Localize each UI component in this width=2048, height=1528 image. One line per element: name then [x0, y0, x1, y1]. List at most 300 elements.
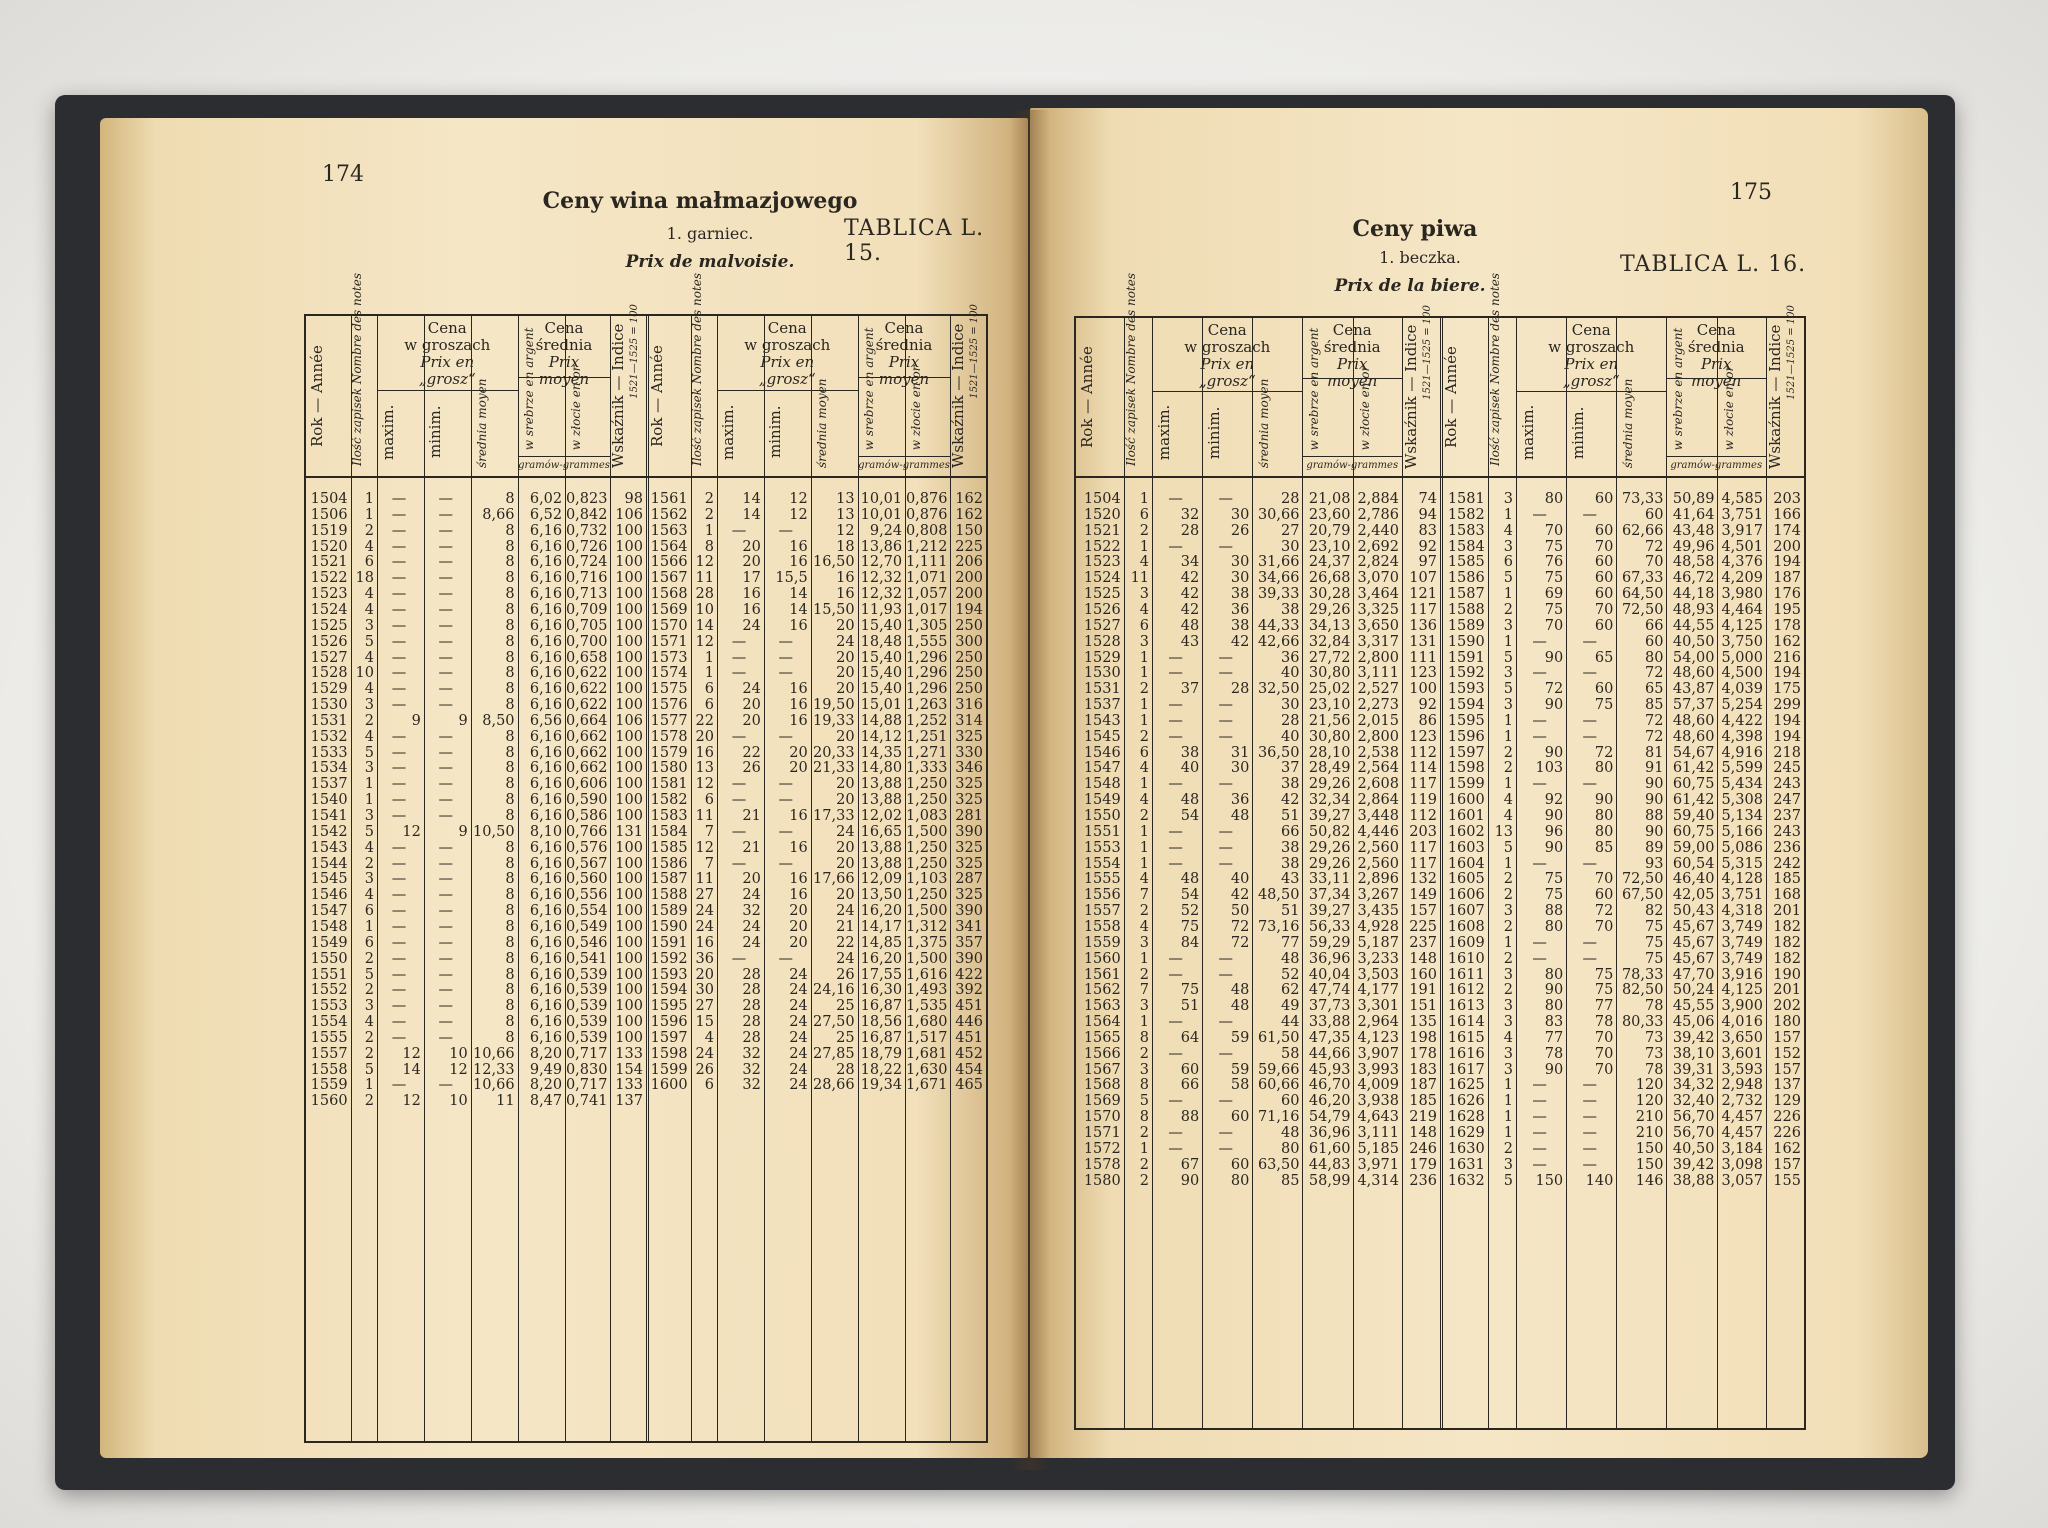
table-cell: 1562 — [650, 506, 688, 523]
table-cell: 236 — [1773, 839, 1801, 856]
table-cell: 2,896 — [1357, 871, 1399, 888]
table-cell: 16 — [789, 871, 808, 888]
table-cell: 43 — [1281, 871, 1300, 888]
table-cell: 100 — [615, 728, 643, 745]
table-cell: 100 — [615, 760, 643, 777]
table-cell: 10 — [695, 601, 714, 618]
table-cell: 24,37 — [1308, 554, 1351, 571]
table-cell: 2 — [1139, 1156, 1150, 1173]
table-cell: 1567 — [1083, 1061, 1121, 1078]
table-cell: 1589 — [1447, 617, 1485, 634]
table-cell: 106 — [615, 712, 643, 729]
table-cell: 34,13 — [1308, 617, 1351, 634]
table-cell: — — [1582, 1140, 1597, 1157]
table-cell: 1599 — [1447, 776, 1485, 793]
header-group-cena-srednia — [1302, 322, 1401, 390]
table-cell: 1552 — [310, 982, 348, 999]
table-cell: — — [391, 839, 407, 856]
header-label-ilosc: Ilość zapisek Nombre des notes — [1123, 272, 1138, 466]
table-cell: 3 — [1139, 586, 1150, 603]
table-cell: 3 — [364, 617, 374, 634]
table-cell: 54 — [1180, 808, 1200, 824]
table-row — [1440, 1142, 1804, 1158]
table-cell: 1575 — [650, 681, 688, 698]
header-label-srebrze: w srebrze en argent — [521, 327, 536, 451]
header-group-cena-srednia — [1666, 322, 1765, 390]
header-gramow: gramów-grammes — [518, 456, 611, 474]
table-cell: 14 — [402, 1061, 421, 1078]
table-cell: 20 — [836, 665, 855, 682]
table-cell: 4,457 — [1721, 1125, 1763, 1141]
table-cell: 75 — [1594, 697, 1614, 714]
table-cell: — — [731, 776, 747, 793]
table-cell: 150 — [1535, 1172, 1564, 1189]
table-row — [646, 825, 986, 841]
table-cell: 86 — [1418, 712, 1437, 729]
table-cell: 27,85 — [813, 1045, 855, 1062]
table-cell: 1581 — [1447, 491, 1485, 507]
table-cell: 8,10 — [529, 823, 563, 840]
table-cell: 2 — [364, 1093, 374, 1110]
table-cell: 0,541 — [565, 950, 608, 967]
table-cell: 38,88 — [1672, 1172, 1715, 1189]
table-cell: 70 — [1594, 1061, 1614, 1078]
table-cell: 20 — [836, 728, 855, 745]
table-cell: 1540 — [310, 792, 348, 809]
table-cell: 330 — [955, 744, 983, 761]
table-cell: 100 — [615, 776, 643, 793]
table-cell: 1570 — [1083, 1109, 1121, 1126]
header-label-maxim: maxim. — [719, 404, 738, 460]
table-cell: 20 — [836, 617, 855, 634]
table-cell: 14 — [742, 506, 761, 523]
table-row — [1076, 698, 1440, 714]
table-cell: 2,800 — [1357, 728, 1399, 745]
table-cell: 1541 — [310, 808, 348, 824]
table-cell: 3 — [1503, 1014, 1514, 1031]
table-cell: 8 — [505, 887, 515, 904]
table-cell: 44,18 — [1672, 586, 1715, 603]
table-cell: 4 — [1139, 601, 1150, 618]
table-cell: 3,267 — [1357, 887, 1399, 904]
table-cell: — — [1168, 1093, 1183, 1110]
table-cell: 0,662 — [565, 744, 608, 761]
table-cell: 1528 — [1083, 633, 1121, 650]
table-cell: 135 — [1409, 1014, 1437, 1031]
table-cell: 5,185 — [1357, 1140, 1399, 1157]
table-cell: 17,55 — [860, 966, 903, 983]
table-row — [646, 1031, 986, 1047]
table-cell: 31 — [1230, 744, 1250, 761]
table-cell: 1527 — [1083, 617, 1121, 634]
table-cell: 1578 — [650, 728, 688, 745]
table-cell: 26 — [695, 1061, 714, 1078]
header-label-maxim: maxim. — [1155, 404, 1174, 461]
table-cell: — — [1582, 855, 1597, 872]
table-cell: 20 — [836, 839, 855, 856]
table-cell: 0,560 — [565, 871, 608, 888]
table-cell: 8 — [505, 871, 515, 888]
table-cell: 6 — [1503, 554, 1514, 571]
table-cell: — — [391, 776, 407, 793]
table-cell: 0,741 — [565, 1093, 608, 1110]
table-cell: 1573 — [650, 649, 688, 666]
table-cell: — — [778, 776, 794, 793]
table-cell: 3 — [1139, 633, 1150, 650]
table-cell: 137 — [615, 1093, 643, 1110]
table-cell: 4,398 — [1721, 728, 1763, 745]
table-cell: 8,20 — [529, 1045, 563, 1062]
header-group-cena-line: Cena — [427, 319, 467, 337]
table-cell: 1,296 — [905, 681, 948, 698]
table-cell: 1554 — [1083, 855, 1121, 872]
table-row — [306, 793, 646, 809]
table-cell: 11 — [1130, 570, 1150, 587]
table-row — [646, 508, 986, 524]
table-cell: 1565 — [1083, 1029, 1121, 1046]
table-cell: 24 — [789, 982, 808, 999]
table-cell: 45,06 — [1672, 1014, 1715, 1031]
table-cell: 1,500 — [905, 823, 948, 840]
table-cell: 6,16 — [529, 871, 563, 888]
table-cell: 3 — [1503, 1156, 1514, 1173]
table-row — [306, 492, 646, 508]
table-cell: 18,48 — [860, 633, 903, 650]
table-cell: 85 — [1594, 839, 1614, 856]
table-cell: 23,60 — [1308, 506, 1351, 523]
table-cell: 1,305 — [905, 617, 948, 634]
table-cell: 46,70 — [1308, 1077, 1351, 1094]
table-cell: — — [438, 776, 454, 793]
table-cell: 2 — [1139, 522, 1150, 539]
table-cell: 4 — [1139, 554, 1150, 571]
table-cell: 15,50 — [813, 601, 855, 618]
table-cell: 70 — [1645, 554, 1664, 571]
table-cell: 1548 — [1083, 776, 1121, 793]
table-cell: 112 — [1409, 808, 1437, 824]
table-cell: — — [438, 808, 454, 824]
table-cell: 20 — [836, 855, 855, 872]
table-cell: 3,907 — [1357, 1045, 1399, 1062]
table-cell: 5,434 — [1721, 776, 1763, 793]
header-group-cena-line: w groszach — [404, 336, 491, 354]
table-cell: 194 — [1773, 665, 1801, 682]
table-cell: 100 — [615, 903, 643, 920]
table-cell: 8 — [505, 950, 515, 967]
table-cell: 60 — [1180, 1061, 1200, 1078]
table-cell: — — [438, 506, 454, 523]
table-cell: 2,786 — [1357, 506, 1399, 523]
table-cell: 4,125 — [1721, 982, 1763, 999]
table-cell: 28 — [742, 966, 761, 983]
table-cell: — — [1582, 1109, 1597, 1126]
table-row — [306, 651, 646, 667]
table-cell: 6,16 — [529, 808, 563, 824]
table-cell: 33,88 — [1308, 1014, 1351, 1031]
table-cell: 8 — [1139, 1029, 1150, 1046]
table-cell: 20 — [789, 760, 808, 777]
table-cell: 1553 — [1083, 839, 1121, 856]
table-cell: 59,00 — [1672, 839, 1715, 856]
table-cell: 1534 — [310, 760, 348, 777]
table-cell: 29,26 — [1308, 839, 1351, 856]
table-cell: 6,16 — [529, 554, 563, 571]
table-cell: 38 — [1230, 617, 1250, 634]
table-cell: 34 — [1180, 554, 1200, 571]
table-row — [1076, 777, 1440, 793]
table-cell: 1579 — [650, 744, 688, 761]
table-cell: 1,250 — [905, 776, 948, 793]
table-row — [1076, 952, 1440, 968]
table-cell: 129 — [1773, 1093, 1801, 1110]
table-cell: 246 — [1409, 1140, 1437, 1157]
table-cell: — — [391, 570, 407, 587]
table-cell: — — [438, 491, 454, 507]
header-gramow: gramów-grammes — [1666, 456, 1765, 474]
table-cell: 100 — [615, 681, 643, 698]
table-row — [306, 952, 646, 968]
table-cell: 5,187 — [1357, 934, 1399, 951]
table-cell: 80 — [1544, 918, 1564, 935]
header-rule — [1302, 378, 1401, 379]
table-cell: 1,271 — [905, 744, 948, 761]
table-cell: 1544 — [310, 855, 348, 872]
table-cell: 100 — [615, 601, 643, 618]
table-cell: 191 — [1409, 982, 1437, 999]
table-cell: 1566 — [1083, 1045, 1121, 1062]
table-cell: 390 — [955, 950, 983, 967]
table-cell: — — [1168, 1140, 1183, 1157]
table-cell: 60 — [1594, 522, 1614, 539]
table-cell: 59,66 — [1257, 1061, 1300, 1078]
table-cell: 6 — [704, 697, 714, 714]
table-cell: 100 — [615, 871, 643, 888]
table-cell: 32,50 — [1257, 681, 1300, 698]
table-cell: 24 — [836, 633, 855, 650]
table-cell: 1 — [364, 506, 374, 523]
table-cell: 3 — [1503, 617, 1514, 634]
table-row — [306, 904, 646, 920]
table-cell: 0,662 — [565, 728, 608, 745]
table-cell: 3,650 — [1357, 617, 1399, 634]
table-cell: 42 — [1230, 633, 1250, 650]
table-cell: 39,42 — [1672, 1156, 1715, 1173]
table-cell: — — [391, 760, 407, 777]
table-cell: 0,713 — [565, 586, 608, 603]
table-cell: 1,250 — [905, 887, 948, 904]
table-cell: 61,42 — [1672, 760, 1715, 777]
table-cell: — — [1218, 1125, 1233, 1141]
table-cell: — — [1532, 1077, 1547, 1094]
table-cell: 1549 — [310, 934, 348, 951]
table-cell: 1572 — [1083, 1140, 1121, 1157]
table-cell: — — [438, 792, 454, 809]
table-cell: 2 — [1503, 950, 1514, 967]
table-cell: 3,750 — [1721, 633, 1763, 650]
table-cell: 2 — [364, 982, 374, 999]
header-group-cena-srednia-line: moyen — [538, 370, 590, 388]
table-cell: 0,539 — [565, 982, 608, 999]
table-cell: 1 — [1503, 712, 1514, 729]
table-row — [306, 825, 646, 841]
table-cell: — — [778, 728, 794, 745]
header-label-wskaznik: Wskaźnik — Indice — [949, 323, 968, 469]
table-cell: 5 — [1503, 649, 1514, 666]
table-cell: 1586 — [650, 855, 688, 872]
table-cell: 100 — [615, 966, 643, 983]
table-cell: 38 — [1281, 776, 1300, 793]
table-cell: 6,16 — [529, 681, 563, 698]
table-cell: 6,16 — [529, 982, 563, 999]
table-cell: 1,680 — [905, 1014, 948, 1031]
header-group-cena-srednia-line: średnia — [875, 336, 933, 354]
table-cell: 56,70 — [1672, 1125, 1715, 1141]
table-row — [1440, 1174, 1804, 1190]
header-group-cena-line: „grosz“ — [1198, 372, 1256, 390]
table-cell: 4,501 — [1721, 538, 1763, 555]
table-cell: 44 — [1281, 1014, 1300, 1031]
table-cell: 1506 — [310, 506, 348, 523]
table-cell: 88 — [1544, 903, 1564, 920]
table-cell: 20 — [836, 792, 855, 809]
table-cell: 48 — [1281, 950, 1300, 967]
table-cell: 16 — [789, 617, 808, 634]
table-cell: — — [1218, 839, 1233, 856]
table-cell: 1556 — [1083, 887, 1121, 904]
table-cell: 0,724 — [565, 554, 608, 571]
table-cell: 70 — [1594, 538, 1614, 555]
table-cell: 15,40 — [860, 665, 903, 682]
table-cell: 1537 — [310, 776, 348, 793]
table-cell: 454 — [955, 1061, 983, 1078]
table-cell: 23,10 — [1308, 697, 1351, 714]
table-cell: 422 — [955, 966, 983, 983]
table-row — [1440, 1063, 1804, 1079]
table-cell: 46,72 — [1672, 570, 1715, 587]
table-cell: 1554 — [310, 1014, 348, 1031]
table-cell: — — [391, 1077, 407, 1094]
table-row — [646, 651, 986, 667]
table-cell: — — [1532, 950, 1547, 967]
table-cell: 6,16 — [529, 728, 563, 745]
table-cell: 1606 — [1447, 887, 1485, 904]
table-cell: 16,20 — [860, 903, 903, 920]
header-group-cena — [1516, 322, 1666, 390]
table-cell: 1549 — [1083, 792, 1121, 809]
table-cell: 6 — [704, 1077, 714, 1094]
table-cell: 20 — [742, 554, 761, 571]
table-cell: 8 — [505, 538, 515, 555]
table-cell: 72 — [1645, 538, 1664, 555]
table-cell: 3,070 — [1357, 570, 1399, 587]
table-cell: 100 — [615, 570, 643, 587]
table-cell: 1594 — [1447, 697, 1485, 714]
table-cell: — — [1582, 506, 1597, 523]
table-cell: 8 — [505, 855, 515, 872]
table-cell: 185 — [1773, 871, 1801, 888]
table-cell: 10 — [449, 1093, 468, 1110]
table-cell: 149 — [1409, 887, 1437, 904]
table-cell: 1584 — [650, 823, 688, 840]
table-cell: — — [1168, 649, 1183, 666]
table-row — [306, 936, 646, 952]
table-cell: 100 — [615, 1014, 643, 1031]
table-cell: 3,325 — [1357, 601, 1399, 618]
table-cell: 72 — [1645, 665, 1664, 682]
table-row — [646, 635, 986, 651]
table-cell: 2 — [1139, 1045, 1150, 1062]
table-cell: 13 — [1494, 823, 1514, 840]
table-cell: 100 — [615, 744, 643, 761]
table-cell: 152 — [1773, 1045, 1801, 1062]
table-cell: — — [438, 744, 454, 761]
table-cell: 8 — [505, 1014, 515, 1031]
table-cell: 114 — [1409, 760, 1437, 777]
table-row — [646, 603, 986, 619]
table-cell: 2 — [364, 712, 374, 729]
table-cell: 15,01 — [860, 697, 903, 714]
table-cell: 42 — [1230, 887, 1250, 904]
table-row — [1076, 540, 1440, 556]
table-cell: 1 — [364, 1077, 374, 1094]
table-cell: 38 — [1281, 839, 1300, 856]
table-cell: 12 — [695, 776, 714, 793]
table-cell: 19,33 — [813, 712, 855, 729]
table-cell: 6,16 — [529, 1014, 563, 1031]
table-cell: 6,16 — [529, 601, 563, 618]
table-row — [646, 777, 986, 793]
table-cell: 175 — [1773, 681, 1801, 698]
table-cell: 0,876 — [905, 491, 948, 507]
table-cell: 89 — [1645, 839, 1664, 856]
header-rule — [717, 390, 858, 391]
table-cell: 6,16 — [529, 918, 563, 935]
table-cell: 60 — [1594, 617, 1614, 634]
table-cell: 325 — [955, 839, 983, 856]
table-cell: 50,24 — [1672, 982, 1715, 999]
table-cell: 72 — [1544, 681, 1564, 698]
header-group-cena-line: „grosz“ — [758, 370, 816, 388]
table-cell: 346 — [955, 760, 983, 777]
table-cell: 8,47 — [529, 1093, 563, 1110]
table-cell: 1570 — [650, 617, 688, 634]
table-cell: 4 — [1139, 792, 1150, 809]
table-cell: 6 — [364, 903, 374, 920]
table-cell: 226 — [1773, 1109, 1801, 1126]
table-cell: 3,435 — [1357, 903, 1399, 920]
table-cell: 3,301 — [1357, 998, 1399, 1015]
table-cell: 157 — [1409, 903, 1437, 920]
table-cell: 6,16 — [529, 776, 563, 793]
table-cell: 9 — [458, 712, 468, 729]
table-cell: 2 — [1503, 871, 1514, 888]
table-cell: — — [778, 855, 794, 872]
table-cell: 13,50 — [860, 887, 903, 904]
table-cell: — — [391, 887, 407, 904]
table-cell: 1559 — [310, 1077, 348, 1094]
table-cell: 16 — [742, 601, 761, 618]
table-cell: 1527 — [310, 649, 348, 666]
table-cell: 100 — [615, 982, 643, 999]
header-group-cena-srednia-line: Cena — [884, 319, 924, 337]
header-group-cena-line: Cena — [1207, 321, 1247, 339]
table-row — [1076, 761, 1440, 777]
table-cell: 26 — [1230, 522, 1250, 539]
table-cell: 6,16 — [529, 617, 563, 634]
table-cell: 0,549 — [565, 918, 608, 935]
table-cell: 48,60 — [1672, 728, 1715, 745]
table-cell: 1564 — [1083, 1014, 1121, 1031]
